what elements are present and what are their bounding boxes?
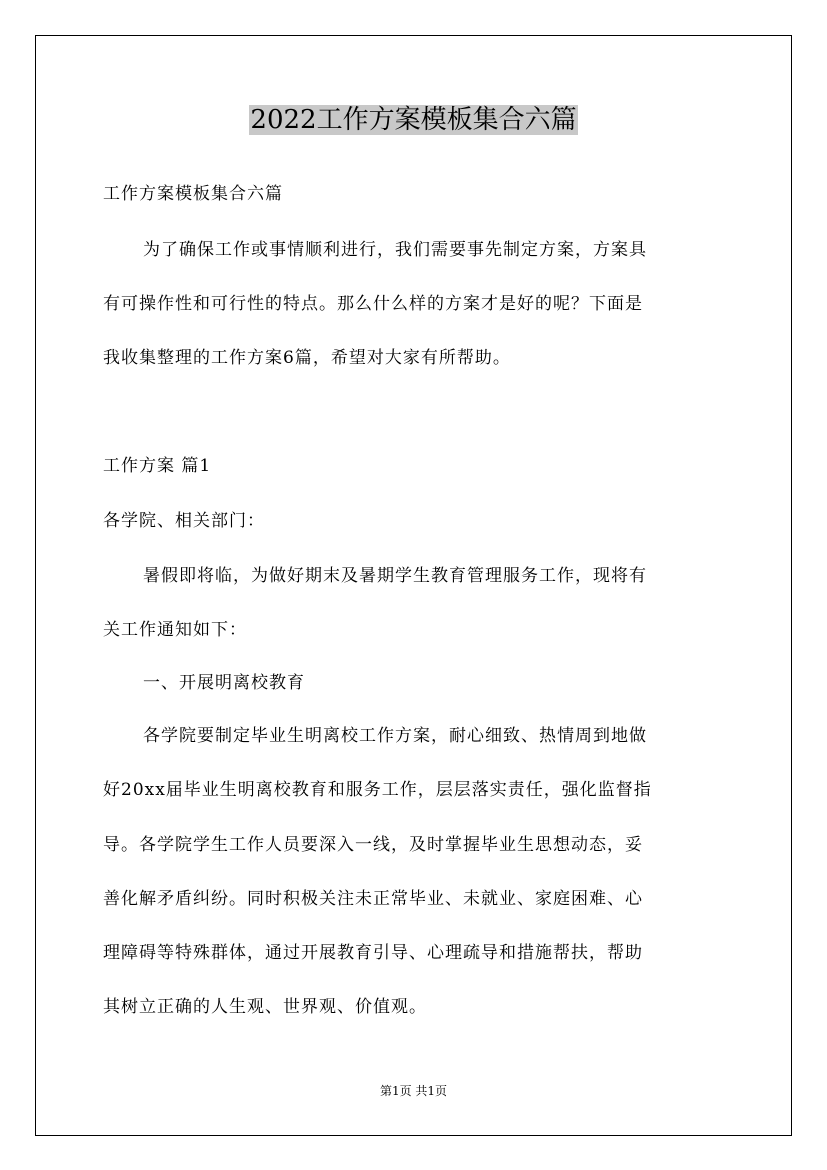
section-heading: 工作方案 篇1 xyxy=(103,456,212,476)
intro-line-3: 我收集整理的工作方案6篇，希望对大家有所帮助。 xyxy=(103,348,511,368)
document-title-text: 2022工作方案模板集合六篇 xyxy=(250,105,577,135)
page-footer: 第1页 共1页 xyxy=(379,1084,448,1098)
notice-line-1: 暑假即将临，为做好期末及暑期学生教育管理服务工作，现将有 xyxy=(143,566,647,586)
item-body-line-6: 其树立正确的人生观、世界观、价值观。 xyxy=(103,997,427,1017)
item-body-line-3: 导。各学院学生工作人员要深入一线，及时掌握毕业生思想动态，妥 xyxy=(103,835,643,855)
item-body-line-4: 善化解矛盾纠纷。同时积极关注未正常毕业、未就业、家庭困难、心 xyxy=(103,889,643,909)
item-body-line-2: 好20xx届毕业生明离校教育和服务工作，层层落实责任，强化监督指 xyxy=(103,780,652,800)
intro-line-1: 为了确保工作或事情顺利进行，我们需要事先制定方案，方案具 xyxy=(143,240,647,260)
document-title xyxy=(0,100,827,140)
salutation: 各学院、相关部门： xyxy=(103,511,265,531)
notice-line-2: 关工作通知如下： xyxy=(103,620,247,640)
item-body-line-1: 各学院要制定毕业生明离校工作方案，耐心细致、热情周到地做 xyxy=(143,726,647,746)
intro-line-2: 有可操作性和可行性的特点。那么什么样的方案才是好的呢？下面是 xyxy=(103,294,643,314)
item-body-line-5: 理障碍等特殊群体，通过开展教育引导、心理疏导和措施帮扶，帮助 xyxy=(103,943,643,963)
subtitle: 工作方案模板集合六篇 xyxy=(103,184,283,204)
item-heading: 一、开展明离校教育 xyxy=(143,673,305,693)
